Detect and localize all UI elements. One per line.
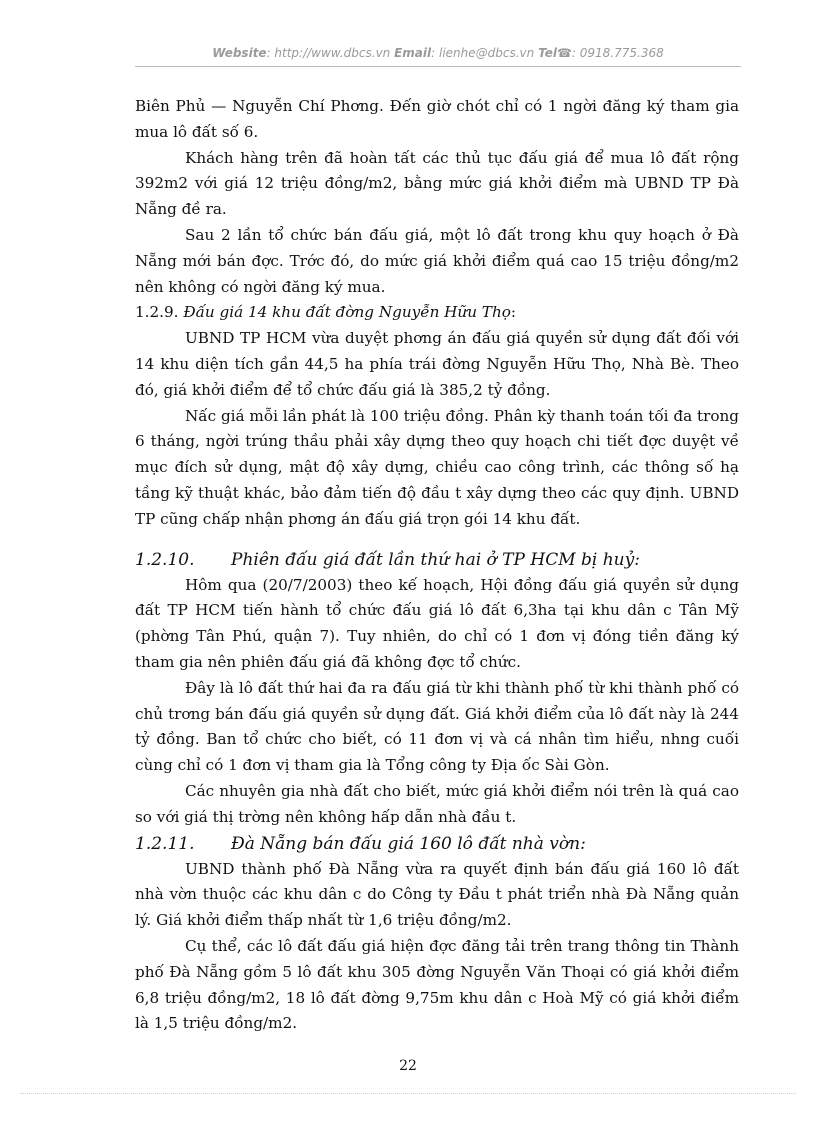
paragraph-10: Cụ thể, các lô đất đấu giá hiện đợc đăng tải trên trang thông tin Thành phố Đà Nẵng gồm 5 lô đất khu 305 đờng Nguyễn Văn Thoại có giá khởi điểm 6,8 triệu đồng/m2, 18 lô đất đờng 9,75m khu dân c Hoà Mỹ có giá khởi điểm là 1,5 triệu đồng/m2. — [135, 936, 739, 1033]
section-title: Phiên đấu giá đất lần thứ hai ở TP HCM bị huỷ: — [231, 549, 640, 570]
paragraph-3: Sau 2 lần tổ chức bán đấu giá, một lô đất trong khu quy hoạch ở Đà Nẵng mới bán đợc. Trớc đó, do mức giá khởi điểm quá cao 15 triệu đồng/m2 nên không có ngời đăng ký mua. — [135, 225, 739, 296]
phone-number: ☎: 0918.775.368 — [556, 46, 664, 60]
paragraph-7: Đây là lô đất thứ hai đa ra đấu giá từ khi thành phố từ khi thành phố có chủ trơng bán đấu giá quyền sử dụng đất. Giá khởi điểm của lô đất này là 244 tỷ đồng. Ban tổ chức cho biết, có 11 đơn vị và cá nhân tìm hiểu, nhng cuối cùng chỉ có 1 đơn vị tham gia là Tổng công ty Địa ốc Sài Gòn. — [135, 678, 739, 775]
paragraph-9: UBND thành phố Đà Nẵng vừa ra quyết định bán đấu giá 160 lô đất nhà vờn thuộc các khu dân c do Công ty Đầu t phát triển nhà Đà Nẵng quản lý. Giá khởi điểm thấp nhất từ 1,6 triệu đồng/m2. — [135, 859, 739, 930]
section-number: 1.2.9. — [135, 303, 179, 322]
section-heading-1-2-10 — [135, 547, 739, 573]
section-title: Đà Nẵng bán đấu giá 160 lô đất nhà vờn: — [231, 833, 586, 854]
page-header — [135, 46, 741, 66]
paragraph-4: UBND TP HCM vừa duyệt phơng án đấu giá quyền sử dụng đất đối với 14 khu diện tích gần 44,5 ha phía trái đờng Nguyễn Hữu Thọ, Nhà Bè. Theo đó, giá khởi điểm để tổ chức đấu giá là 385,2 tỷ đồng. — [135, 329, 739, 399]
header-divider — [135, 66, 741, 67]
website-url[interactable]: : http://www.dbcs.vn — [266, 46, 391, 60]
footer-divider — [20, 1093, 796, 1094]
page-number: 22 — [399, 1058, 417, 1074]
section-colon: : — [510, 303, 516, 322]
section-title: Đấu giá 14 khu đất đờng Nguyễn Hữu Thọ — [183, 303, 511, 322]
paragraph-8: Các nhuyên gia nhà đất cho biết, mức giá khởi điểm nói trên là quá cao so với giá thị trờng nên không hấp dẫn nhà đầu t. — [135, 781, 739, 826]
section-number: 1.2.11. — [135, 833, 195, 854]
website-label: Website — [212, 46, 267, 60]
paragraph-5: Nấc giá mỗi lần phát là 100 triệu đồng. Phân kỳ thanh toán tối đa trong 6 tháng, ngời trúng thầu phải xây dựng theo quy hoạch chi tiết đợc duyệt về mục đích sử dụng, mật độ xây dựng, chiều cao công trình, các thông số hạ tầng kỹ thuật khác, bảo đảm tiến độ đầu t xây dựng theo các quy định. UBND TP cũng chấp nhận phơng án đấu giá trọn gói 14 khu đất. — [135, 406, 739, 528]
section-heading-1-2-11 — [135, 831, 739, 857]
tel-label: Tel — [538, 46, 557, 60]
document-body — [135, 94, 739, 1037]
paragraph-6: Hôm qua (20/7/2003) theo kế hoạch, Hội đồng đấu giá quyền sử dụng đất TP HCM tiến hành tổ chức đấu giá lô đất 6,3ha tại khu dân c Tân Mỹ (phờng Tân Phú, quận 7). Tuy nhiên, do chỉ có 1 đơn vị đóng tiền đăng ký tham gia nên phiên đấu giá đã không đợc tổ chức. — [135, 575, 739, 671]
paragraph-1: Biên Phủ — Nguyễn Chí Phơng. Đến giờ chót chỉ có 1 ngời đăng ký tham gia mua lô đất số 6. — [135, 97, 739, 141]
email-label: Email — [394, 46, 432, 60]
email-address[interactable]: : lienhe@dbcs.vn — [431, 46, 535, 60]
section-number: 1.2.10. — [135, 549, 195, 570]
paragraph-2: Khách hàng trên đã hoàn tất các thủ tục đấu giá để mua lô đất rộng 392m2 với giá 12 triệu đồng/m2, bằng mức giá khởi điểm mà UBND TP Đà Nẵng đề ra. — [135, 148, 739, 219]
section-heading-1-2-9 — [135, 300, 739, 326]
